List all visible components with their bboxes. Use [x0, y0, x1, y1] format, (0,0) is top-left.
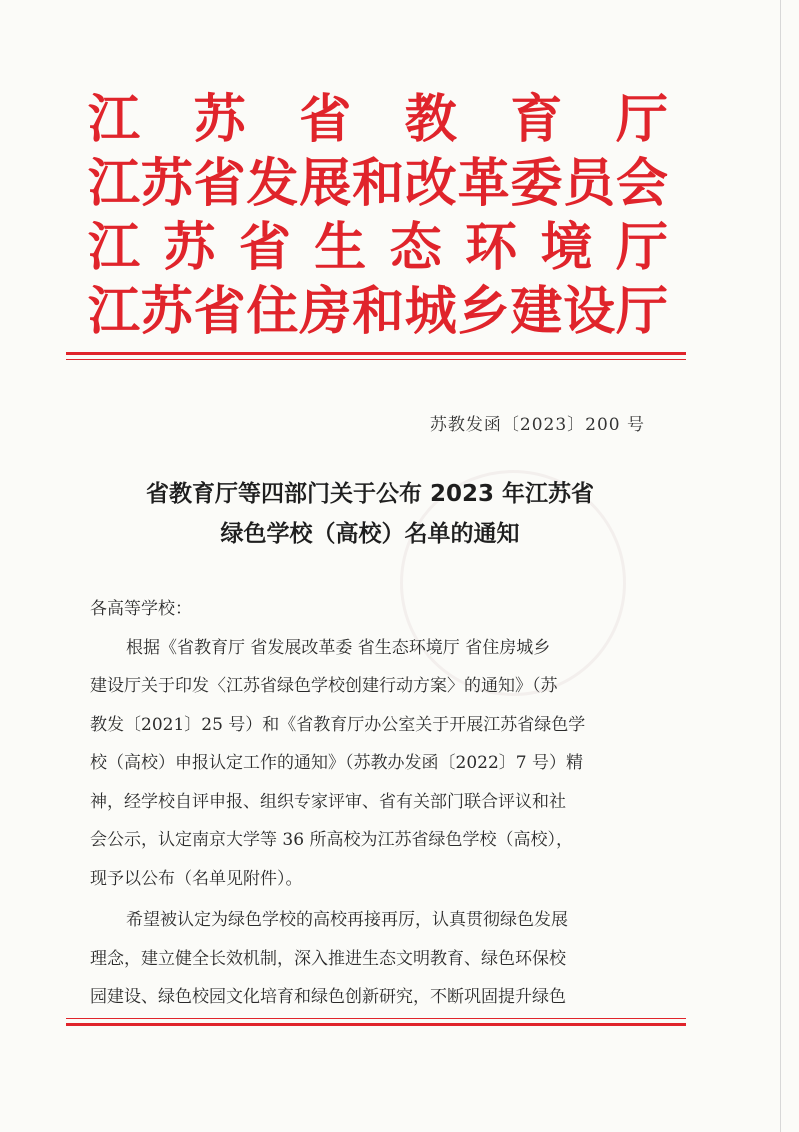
header-char: 住 [246, 282, 299, 342]
header-char: 和 [351, 154, 404, 214]
header-char: 会 [615, 154, 668, 214]
paragraph-1-line: 教发〔2021〕25 号）和《省教育厅办公室关于开展江苏省绿色学 [90, 714, 586, 735]
header-char: 改 [404, 154, 457, 214]
paragraph-1-line: 神，经学校自评申报、组织专家评审、省有关部门联合评议和社 [90, 791, 566, 812]
header-char: 乡 [457, 282, 510, 342]
header-char: 环 [465, 218, 518, 278]
issuing-authorities-header [88, 88, 668, 344]
paragraph-2-line: 园建设、绿色校园文化培育和绿色创新研究，不断巩固提升绿色 [90, 987, 566, 1007]
header-line-housing-construction [88, 280, 668, 344]
page-edge [780, 0, 781, 1132]
document-number: 苏教发函〔2023〕200 号 [429, 415, 645, 435]
header-char: 苏 [140, 282, 193, 342]
paragraph-1 [90, 629, 650, 899]
header-char: 省 [193, 282, 246, 342]
header-char: 员 [563, 154, 616, 214]
header-line-development-reform [88, 152, 668, 216]
paragraph-1-line: 校（高校）申报认定工作的通知》（苏教办发函〔2022〕7 号）精 [90, 753, 583, 773]
paragraph-2-line: 理念，建立健全长效机制，深入推进生态文明教育、绿色环保校 [90, 948, 566, 969]
header-divider-thick [66, 352, 686, 355]
header-char: 省 [299, 90, 352, 150]
header-line-ecology-environment [88, 216, 668, 280]
notice-title-line2: 绿色学校（高校）名单的通知 [220, 521, 520, 547]
header-char: 态 [389, 218, 442, 278]
header-char: 发 [246, 154, 299, 214]
notice-title-line1: 省教育厅等四部门关于公布 2023 年江苏省 [145, 481, 595, 507]
header-char: 生 [314, 218, 367, 278]
header-char: 厅 [615, 90, 668, 150]
header-char: 和 [351, 282, 404, 342]
paragraph-1-line: 会公示，认定南京大学等 36 所高校为江苏省绿色学校（高校）， [90, 830, 573, 850]
header-char: 省 [238, 218, 291, 278]
header-char: 苏 [193, 90, 246, 150]
paragraph-2 [90, 901, 650, 1017]
header-char: 革 [457, 154, 510, 214]
header-char: 江 [88, 90, 141, 150]
header-char: 教 [404, 90, 457, 150]
footer-divider-thin [66, 1018, 686, 1019]
paragraph-2-line: 希望被认定为绿色学校的高校再接再厉，认真贯彻绿色发展 [126, 910, 568, 930]
header-char: 育 [510, 90, 563, 150]
header-line-education [88, 88, 668, 152]
header-char: 江 [88, 282, 141, 342]
notice-body [90, 590, 650, 1017]
header-divider-thin [66, 359, 686, 360]
header-char: 江 [88, 154, 141, 214]
header-char: 苏 [140, 154, 193, 214]
header-char: 苏 [163, 218, 216, 278]
header-char: 境 [540, 218, 593, 278]
header-char: 设 [563, 282, 616, 342]
header-char: 江 [88, 218, 141, 278]
header-char: 城 [404, 282, 457, 342]
header-char: 建 [510, 282, 563, 342]
header-char: 展 [299, 154, 352, 214]
header-char: 厅 [615, 218, 668, 278]
header-char: 房 [299, 282, 352, 342]
notice-title [60, 474, 680, 554]
header-char: 厅 [615, 282, 668, 342]
footer-divider-thick [66, 1023, 686, 1026]
paragraph-1-line: 建设厅关于印发〈江苏省绿色学校创建行动方案〉的通知》（苏 [90, 676, 558, 696]
header-char: 省 [193, 154, 246, 214]
salutation: 各高等学校： [90, 599, 192, 619]
paragraph-1-line: 根据《省教育厅 省发展改革委 省生态环境厅 省住房城乡 [126, 637, 551, 658]
paragraph-1-line: 现予以公布（名单见附件）。 [90, 868, 303, 889]
header-char: 委 [510, 154, 563, 214]
